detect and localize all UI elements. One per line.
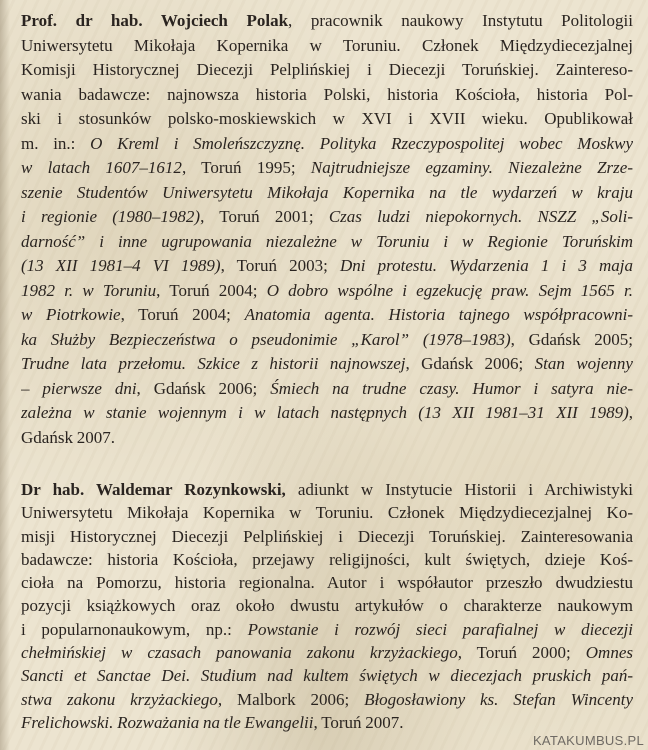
text-segment: cioła na Pomorzu, historia regionalna. Autor i współautor przeszło dwudziestu — [21, 573, 633, 593]
text-line — [21, 9, 633, 34]
publication-title: Powstanie i rozwój sieci parafialnej w diecezji — [247, 619, 633, 639]
text-segment: adiunkt w Instytucie Historii i Archiwistyki — [285, 480, 633, 499]
text-segment: , Malbork 2006; — [217, 689, 365, 709]
publication-title: Dni protestu. Wydarzenia 1 i 3 maja — [340, 256, 633, 275]
publication-title: O Kreml i Smoleńszczyznę. Polityka Rzeczypospolitej wobec Moskwy — [90, 133, 633, 153]
text-segment: Uniwersytetu Mikołaja Kopernika w Toruniu. Członek Międzydiecezjalnej Ko- — [21, 503, 633, 523]
text-line — [21, 548, 633, 571]
publication-title: 1982 r. w Toruniu — [21, 280, 157, 300]
text-segment: , Gdańsk 2006; — [405, 354, 535, 373]
publication-title: szenie Studentów Uniwersytetu Mikołaja Kopernika na tle wydarzeń w kraju — [21, 182, 633, 202]
publication-title: i regionie (1980–1982) — [21, 207, 201, 226]
text-line — [21, 426, 633, 451]
text-line — [21, 181, 633, 206]
publication-title: chełmińskiej w czasach panowania zakonu krzyżackiego — [21, 643, 458, 663]
text-line — [21, 594, 633, 617]
text-line — [21, 352, 633, 377]
text-segment: Uniwersytetu Mikołaja Kopernika w Toruniu. Członek Międzydiecezjalnej — [21, 35, 633, 55]
text-segment: , Gdańsk 2005; — [510, 329, 633, 349]
publication-title: Omnes — [585, 643, 633, 663]
author-bio-polak — [21, 9, 633, 450]
publication-title: (13 XII 1981–4 VI 1989) — [21, 256, 221, 275]
text-line — [21, 618, 633, 641]
publication-title: stwa zakonu krzyżackiego — [21, 689, 218, 709]
publication-title: Czas ludzi niepokornych. NSZZ „Soli- — [328, 207, 633, 226]
text-line — [21, 279, 633, 304]
publication-title: Śmiech na trudne czasy. Humor i satyra nie- — [270, 378, 633, 398]
author-name: Dr hab. Waldemar Rozynkowski, — [21, 480, 286, 499]
document-page — [21, 9, 633, 734]
text-line — [21, 34, 633, 59]
text-line — [21, 401, 633, 426]
text-segment: wania badawcze: najnowsza historia Polski, historia Kościoła, historia Pol- — [21, 84, 633, 104]
text-line — [21, 132, 633, 157]
publication-title: ka Służby Bezpieczeństwa o pseudonimie „Karol” (1978–1983) — [21, 329, 511, 349]
text-line — [21, 328, 633, 353]
text-line — [21, 303, 633, 328]
text-segment: , pracownik naukowy Instytutu Politologii — [288, 11, 633, 30]
text-line — [21, 107, 633, 132]
text-segment: ski i stosunków polsko-moskiewskich w XVI i XVII wieku. Opublikował — [21, 109, 633, 128]
text-line — [21, 664, 633, 687]
text-segment: , Toruń 2001; — [200, 207, 329, 226]
text-line — [21, 83, 633, 108]
publication-title: Anatomia agenta. Historia tajnego współpracowni- — [244, 305, 633, 324]
publication-title: Sancti et Sanctae Dei. Studium nad kultem świętych w diecezjach pruskich pań- — [21, 666, 633, 686]
text-line — [21, 571, 633, 594]
text-segment: Gdańsk 2007. — [21, 427, 115, 447]
text-line — [21, 156, 633, 181]
text-line — [21, 205, 633, 230]
text-segment: pozycji książkowych oraz około dwustu artykułów o charakterze naukowym — [21, 596, 633, 616]
author-name: Prof. dr hab. Wojciech Polak — [21, 11, 289, 30]
text-segment: misji Historycznej Diecezji Pelplińskiej i Diecezji Toruńskiej. Zainteresowania — [21, 526, 633, 546]
publication-title: Trudne lata przełomu. Szkice z historii najnowszej — [21, 354, 406, 373]
publication-title: Najtrudniejsze egzaminy. Niezależne Zrze- — [310, 158, 633, 177]
text-segment: Komisji Historycznej Diecezji Pelplińskiej i Diecezji Toruńskiej. Zaintereso- — [21, 60, 633, 79]
text-segment: , Toruń 2003; — [220, 256, 341, 275]
publication-title: w latach 1607–1612 — [21, 158, 182, 177]
text-line — [21, 377, 633, 402]
text-segment: , Toruń 2007. — [313, 712, 404, 732]
publication-title: – pierwsze dni — [21, 378, 137, 398]
text-segment: , — [628, 403, 633, 422]
watermark: KATAKUMBUS.PL — [532, 733, 644, 748]
text-line — [21, 711, 633, 734]
publication-title: Błogosławiony ks. Stefan Wincenty — [364, 689, 633, 709]
publication-title: w Piotrkowie — [21, 305, 121, 324]
publication-title: Frelichowski. Rozważania na tle Ewangelii — [21, 712, 314, 732]
publication-title: O dobro wspólne i egzekucję praw. Sejm 1565 r. — [266, 280, 633, 300]
text-segment: , Gdańsk 2006; — [136, 378, 271, 398]
text-line — [21, 230, 633, 255]
text-segment: , Toruń 1995; — [181, 158, 311, 177]
text-line — [21, 641, 633, 664]
publication-title: Stan wojenny — [534, 354, 633, 373]
publication-title: darność” i inne ugrupowania niezależne w Toruniu i w Regionie Toruńskim — [21, 231, 633, 251]
publication-title: zależna w stanie wojennym i w latach następnych (13 XII 1981–31 XII 1989) — [21, 403, 629, 422]
text-segment: , Toruń 2004; — [120, 305, 245, 324]
text-line — [21, 478, 633, 501]
text-line — [21, 58, 633, 83]
text-line — [21, 254, 633, 279]
text-line — [21, 525, 633, 548]
author-bio-rozynkowski — [21, 478, 633, 734]
text-line — [21, 501, 633, 524]
text-segment: i popularnonaukowym, np.: — [21, 619, 248, 639]
text-segment: , Toruń 2004; — [156, 280, 267, 300]
text-segment: , Toruń 2000; — [457, 643, 586, 663]
text-line — [21, 688, 633, 711]
text-segment: badawcze: historia Kościoła, przejawy religijności, kult świętych, dzieje Koś- — [21, 549, 633, 569]
page-edge-shadow — [0, 0, 10, 750]
text-segment: m. in.: — [21, 133, 91, 153]
